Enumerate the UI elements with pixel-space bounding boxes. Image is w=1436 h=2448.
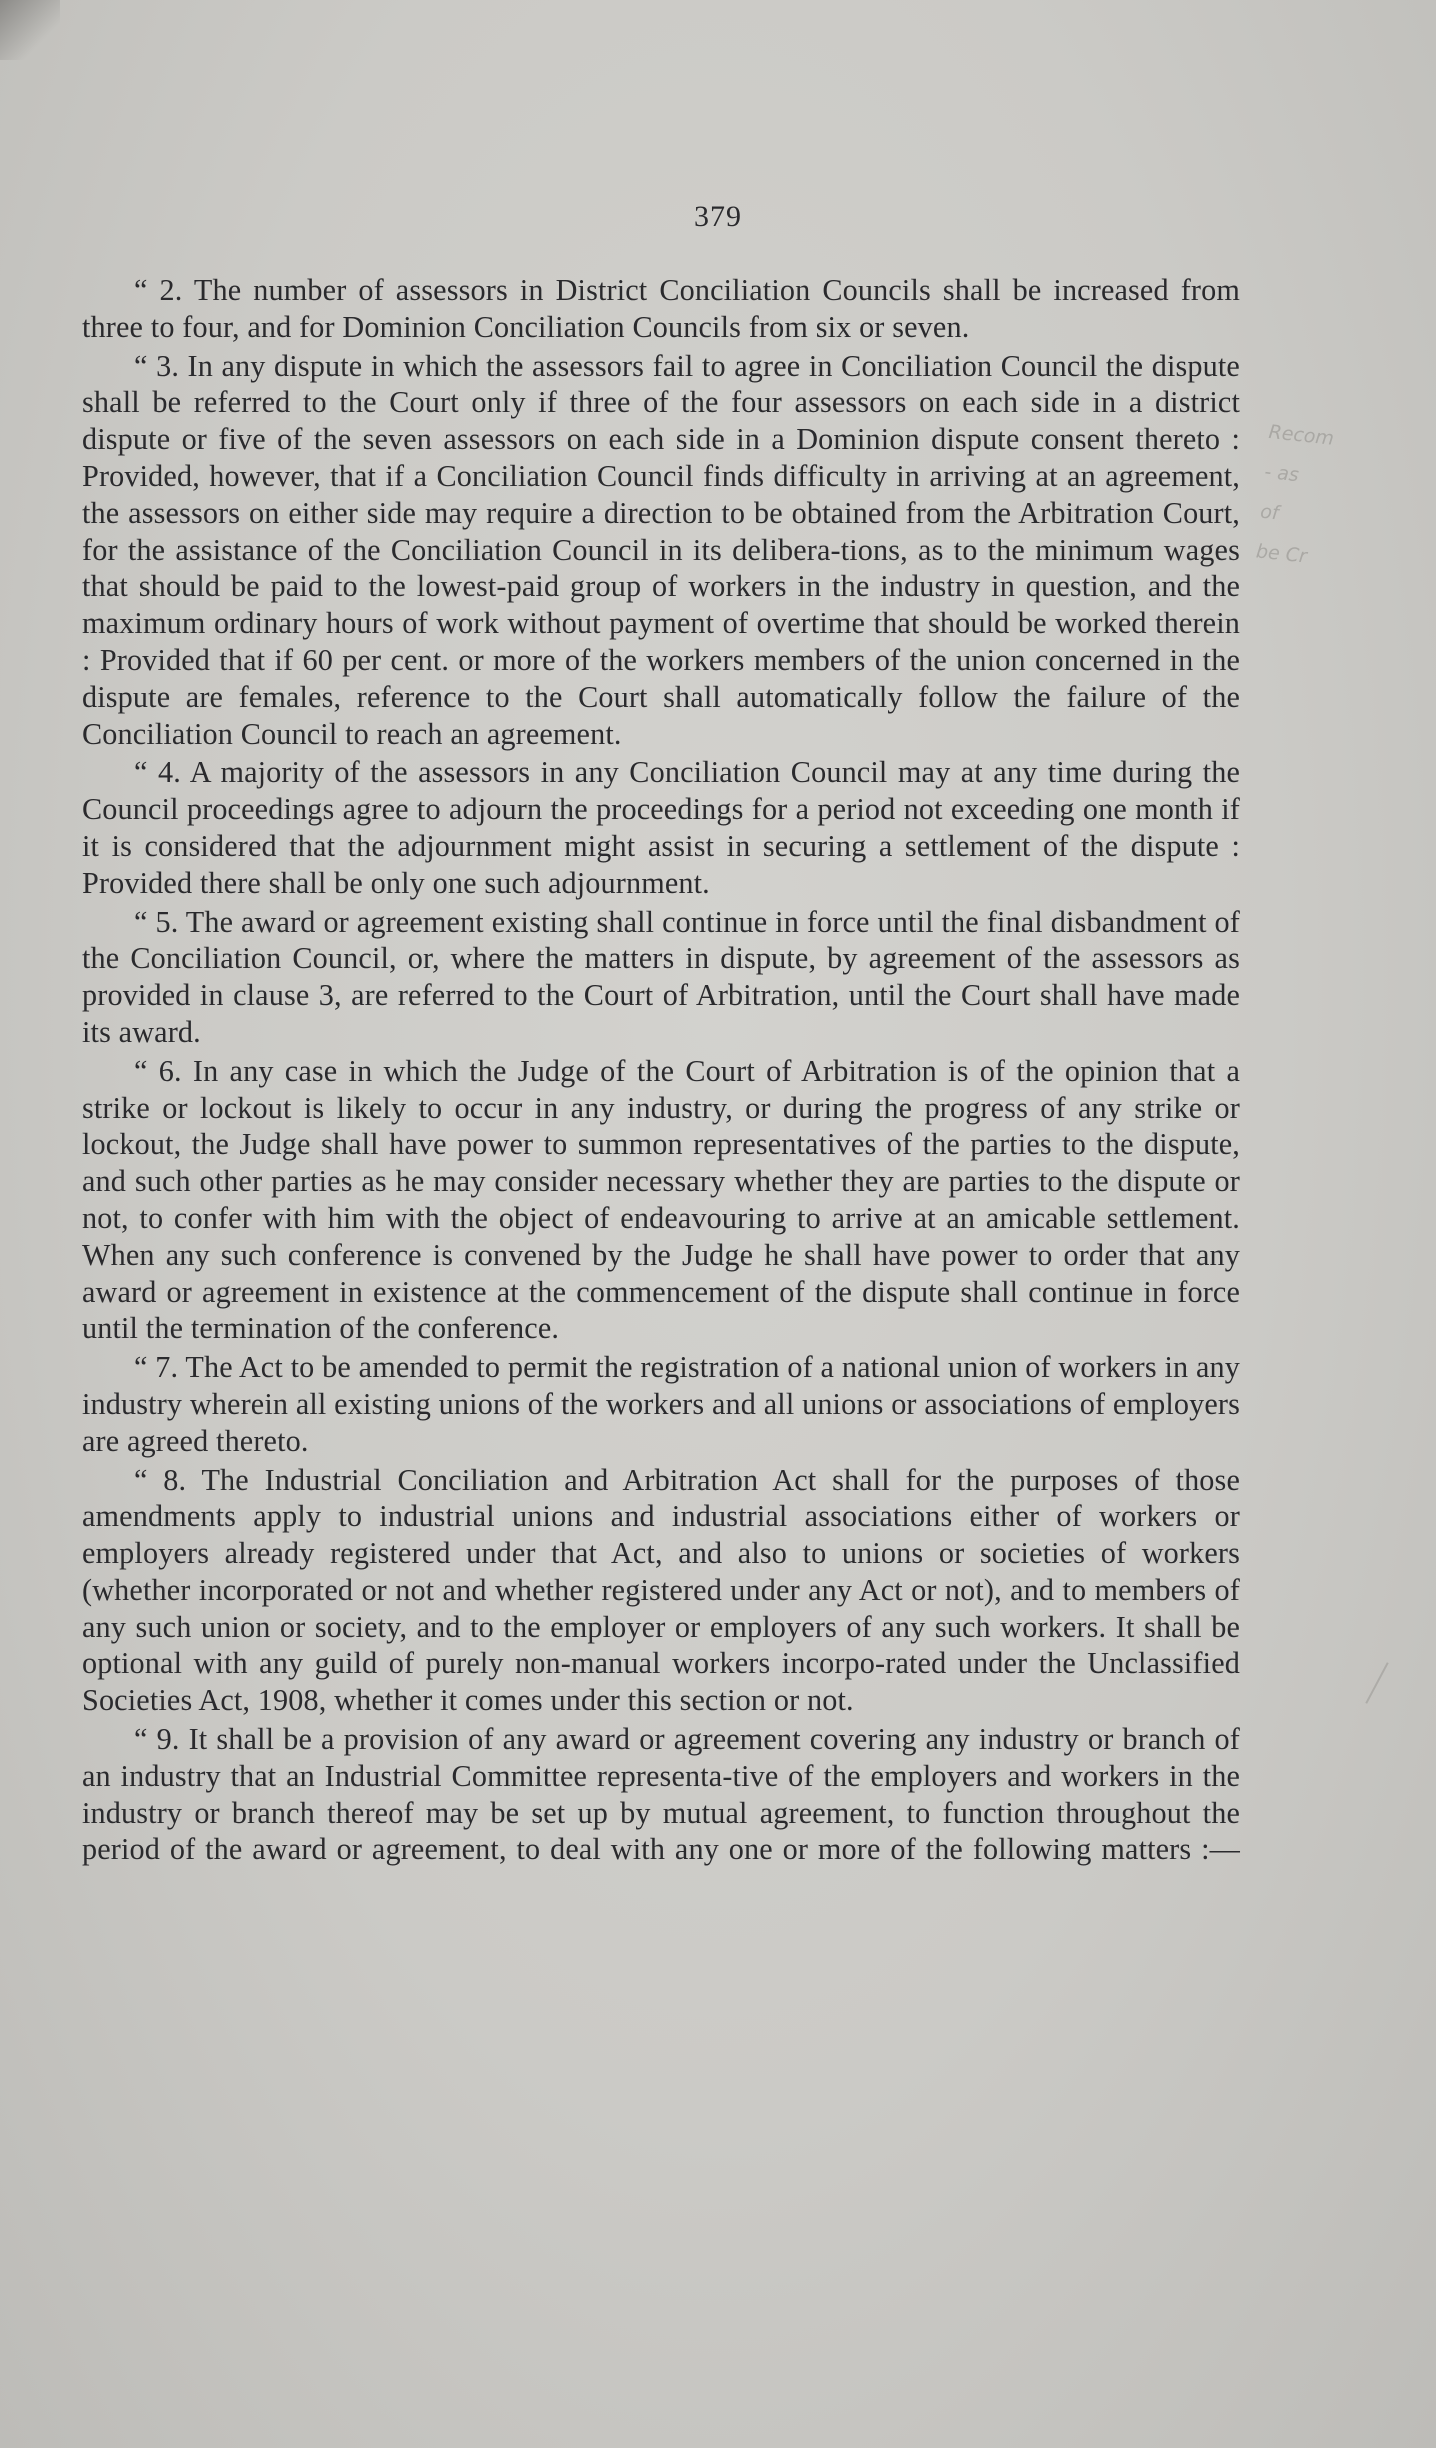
clause-8: “ 8. The Industrial Conciliation and Arbitration Act shall for the purposes of those amendments apply to industrial unions and industrial associations either of workers or employers already registered under that Act, and also to unions or societies of workers (whether incorporated or not and whether registered under any Act or not), and to members of any such union or society, and to the employer or employers of any such workers. It shall be optional with any guild of purely non-manual workers incorpo-rated under the Unclassified Societies Act, 1908, whether it comes under this section or not. bbox=[82, 1462, 1240, 1718]
handwritten-margin-note bbox=[1254, 412, 1430, 588]
clause-5: “ 5. The award or agreement existing shall continue in force until the final disbandment of the Conciliation Council, or, where the matters in dispute, by agreement of the assessors as provided in clause 3, are referred to the Court of Arbitration, until the Court shall have made its award. bbox=[82, 904, 1240, 1049]
clause-9: “ 9. It shall be a provision of any award or agreement covering any industry or branch of an industry that an Industrial Committee representa-tive of the employers and workers in the industry or branch thereof may be set up by mutual agreement, to function throughout the period of the award or agreement, to deal with any one or more of the following matters :— bbox=[82, 1722, 1240, 1867]
margin-note-line: be Cr bbox=[1255, 540, 1308, 568]
page-corner-shadow bbox=[0, 0, 60, 60]
page-number: 379 bbox=[694, 200, 742, 233]
pencil-mark bbox=[1365, 1662, 1388, 1704]
clause-2: “ 2. The number of assessors in District Conciliation Councils shall be increased from three to four, and for Dominion Conciliation Councils from six or seven. bbox=[82, 273, 1240, 344]
body-text bbox=[82, 272, 1240, 1870]
clause-4: “ 4. A majority of the assessors in any Conciliation Council may at any time during the Council proceedings agree to adjourn the proceedings for a period not exceeding one month if it is considered that the adjournment might assist in securing a settlement of the dispute : Provided there shall be only one such adjournment. bbox=[82, 755, 1240, 900]
clause-3: “ 3. In any dispute in which the assessors fail to agree in Conciliation Council the dispute shall be referred to the Court only if three of the four assessors on each side in a district dispute or five of the seven assessors on each side in a Dominion dispute consent thereto : Provided, however, that if a Conciliation Council finds difficulty in arriving at an agreement, the assessors on either side may require a direction to be obtained from the Arbitration Court, for the assistance of the Conciliation Council in its delibera-tions, as to the minimum wages that should be paid to the lowest-paid group of workers in the industry in question, and the maximum ordinary hours of work without payment of overtime that should be worked therein : Provided that if 60 per cent. or more of the workers members of the union concerned in the dispute are females, reference to the Court shall automatically follow the failure of the Conciliation Council to reach an agreement. bbox=[82, 348, 1240, 751]
margin-note-line: - as bbox=[1263, 460, 1300, 487]
clause-7: “ 7. The Act to be amended to permit the registration of a national union of workers in any industry wherein all existing unions of the workers and all unions or associations of employers are agreed thereto. bbox=[82, 1350, 1240, 1458]
margin-note-line: Recom bbox=[1267, 421, 1335, 450]
margin-note-line: of bbox=[1259, 500, 1280, 525]
clause-6: “ 6. In any case in which the Judge of the Court of Arbitration is of the opinion that a strike or lockout is likely to occur in any industry, or during the progress of any strike or lockout, the Judge shall have power to summon representatives of the parties to the dispute, and such other parties as he may consider necessary whether they are parties to the dispute or not, to confer with him with the object of endeavouring to arrive at an amicable settlement. When any such conference is convened by the Judge he shall have power to order that any award or agreement in existence at the commencement of the dispute shall continue in force until the termination of the conference. bbox=[82, 1053, 1240, 1346]
